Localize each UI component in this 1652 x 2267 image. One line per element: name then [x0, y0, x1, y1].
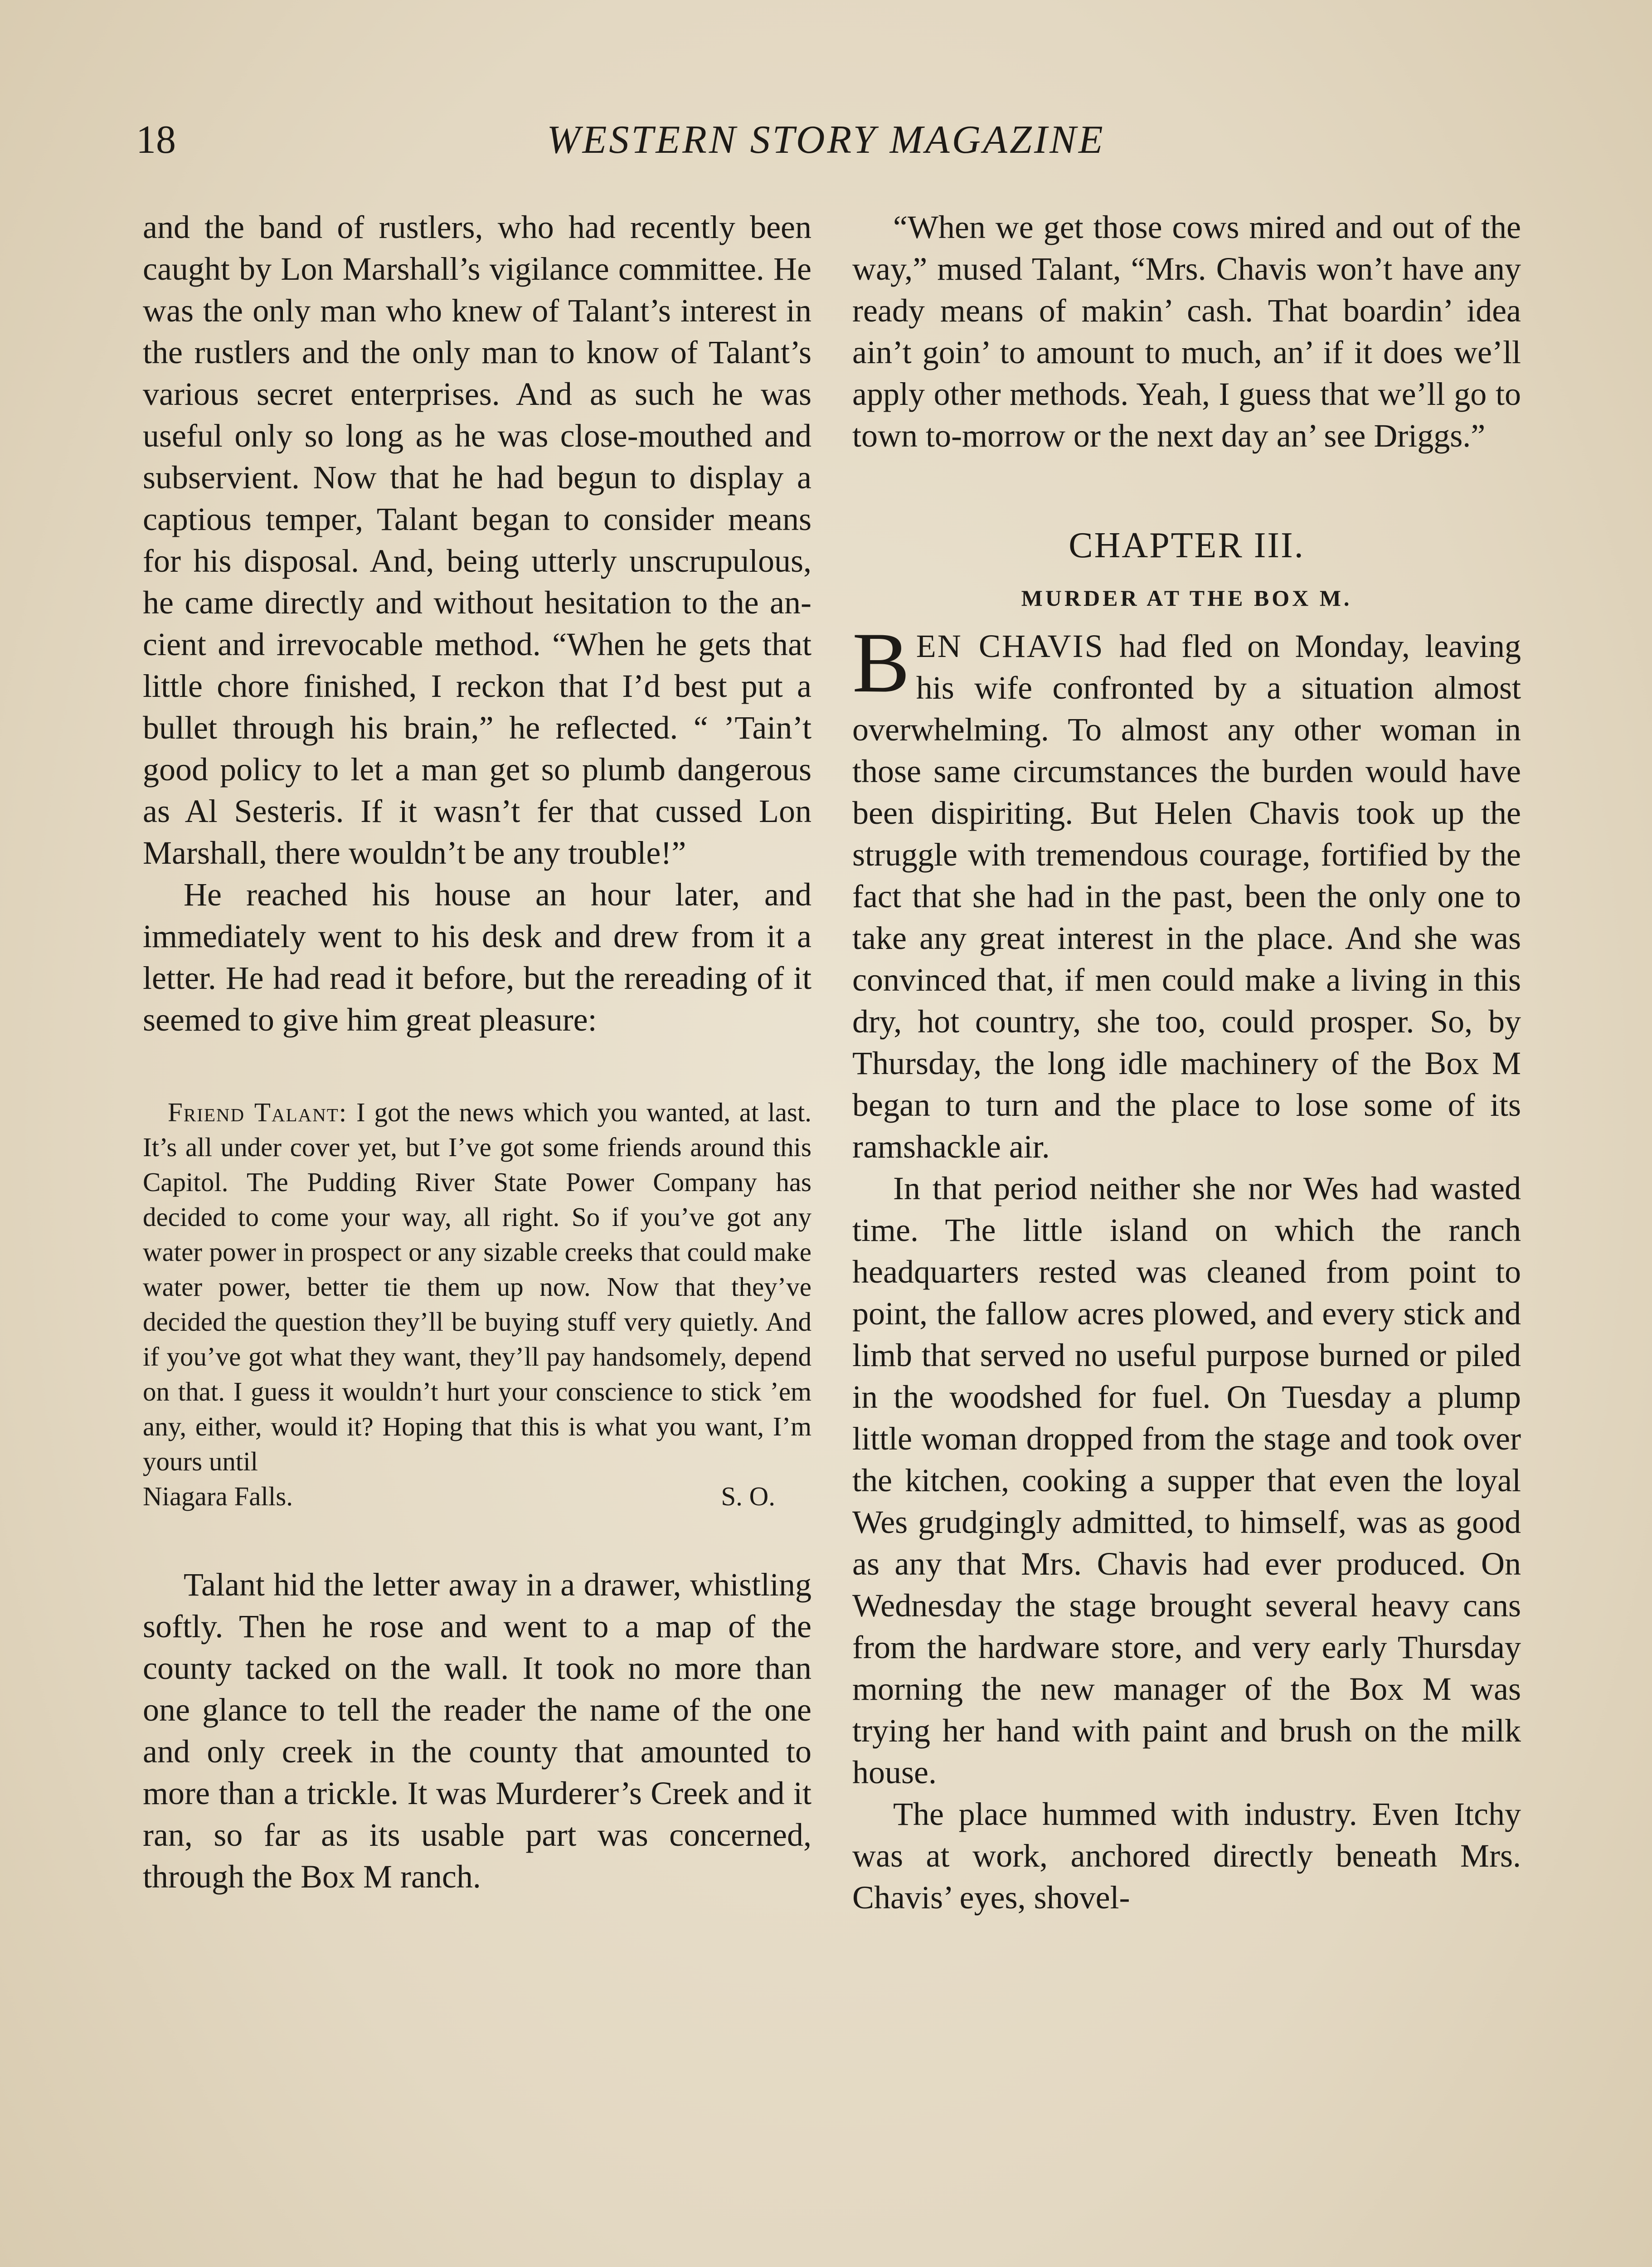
letter-salutation: Friend Talant: — [168, 1097, 348, 1127]
paragraph: “When we get those cows mired and out of the way,” mused Talant, “Mrs. Chavis won’t have any ready means of makin’ cash. That boardin’ idea ain’t goin’ to amount to much, an’ if it does we’ll apply other methods. Yeah, I guess that we’ll go to town to-morrow or the next day an’ see Driggs.” — [852, 209, 1521, 454]
opening-text: had fled on Monday, leaving his wife confronted by a situation almost overwhelming. To almost any other woman in those same circumstances the burden would have been dispiriting. But Helen Chavis took up the struggle with tremendous courage, fortified by the fact that she had in the past, been the only one to take any great interest in the place. And she was convinced that, if men could make a living in this dry, hot country, she too, could prosper. So, by Thursday, the long idle machinery of the Box M began to turn and the place to lose some of its ramshackle air. — [852, 628, 1521, 1165]
paragraph: The place hummed with industry. Even Itchy was at work, anchored directly beneath Mrs. Chavis’ eyes, shovel- — [852, 1796, 1521, 1916]
quoted-letter — [143, 1095, 811, 1514]
paragraph-continued: and the band of rustlers, who had recently been caught by Lon Marshall’s vigilance committee. He was the only man who knew of Talant’s interest in the rustlers and the only man to know of Talant’s various secret enterprises. And as such he was useful only so long as he was close-mouthed and subservient. Now that he had begun to display a captious temper, Talant began to consider means for his disposal. And, being utterly unscrupulous, he came directly and without hesitation to the ancient and irrevocable method. “When he gets that little chore finished, I reckon that I’d best put a bullet through his brain,” he reflected. “ ’Tain’t good policy to let a man get so plumb dangerous as Al Sesteris. If it wasn’t fer that cussed Lon Marshall, there wouldn’t be any trouble!” — [143, 209, 811, 871]
letter-body: I got the news which you wanted, at last. It’s all under cover yet, but I’ve got some friends around this Capitol. The Pudding River State Power Company has decided to come your way, all right. So if you’ve got any water power in prospect or any sizable creeks that could make water power, better tie them up now. Now that they’ve decided the question they’ll be buying stuff very quietly. And if you’ve got what they want, they’ll pay handsomely, depend on that. I guess it wouldn’t hurt your conscience to stick ’em any, either, would it? Hoping that this is what you want, I’m yours until — [143, 1097, 812, 1476]
left-column — [143, 206, 811, 1897]
letter-closing: Niagara Falls. — [143, 1481, 293, 1511]
chapter-title: CHAPTER III. — [1069, 525, 1305, 565]
letter-signature: S. O. — [721, 1481, 775, 1511]
right-column — [852, 206, 1521, 1918]
letter-sign-line — [143, 1479, 811, 1514]
chapter-opening-paragraph — [852, 615, 1521, 1168]
paragraph: He reached his house an hour later, and immediately went to his desk and drew from it a letter. He had read it before, but the rereading of it seemed to give him great pleasure: — [143, 876, 811, 1038]
paragraph: Talant hid the letter away in a drawer, whistling softly. Then he rose and went to a map of the county tacked on the wall. It took no more than one glance to tell the reader the name of the one and only creek in the county that amounted to more than a trickle. It was Murderer’s Creek and it ran, so far as its usable part was concerned, through the Box M ranch. — [143, 1566, 811, 1895]
chapter-subtitle: MURDER AT THE BOX M. — [1021, 585, 1352, 611]
drop-cap: B — [852, 615, 910, 710]
paragraph: In that period neither she nor Wes had wasted time. The little island on which the ranch headquarters rested was cleaned from point to point, the fallow acres plowed, and every stick and limb that served no useful purpose burned or piled in the woodshed for fuel. On Tuesday a plump little woman dropped from the stage and took over the kitchen, cooking a supper that even the loyal Wes grudgingly admitted, to himself, was as good as any that Mrs. Chavis had ever produced. On Wednesday the stage brought several heavy cans from the hardware store, and very early Thursday morning the new manager of the Box M was trying her hand with paint and brush on the milk house. — [852, 1170, 1521, 1790]
running-head: WESTERN STORY MAGAZINE — [547, 118, 1105, 162]
page-number: 18 — [136, 118, 176, 162]
opening-smallcaps: EN CHAVIS — [916, 628, 1104, 664]
